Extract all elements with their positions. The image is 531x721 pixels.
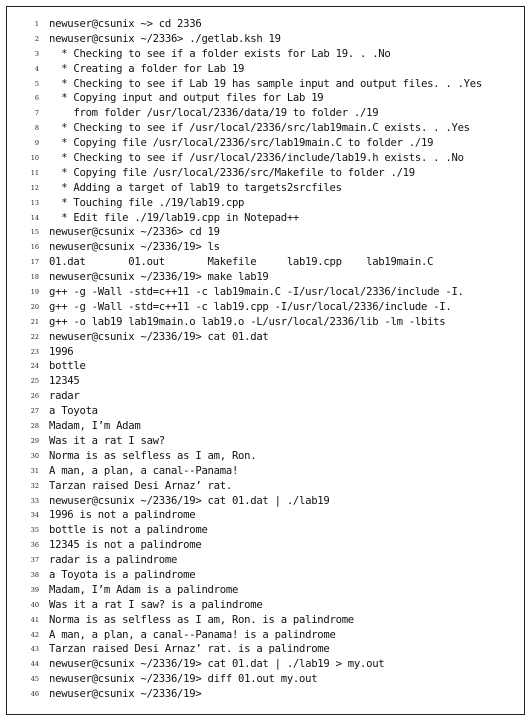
- line-number: 31: [30, 466, 39, 475]
- line-text: Madam, I’m Adam: [49, 420, 141, 433]
- listing-line: [7, 389, 524, 404]
- listing-line: [7, 642, 524, 657]
- line-number: 30: [30, 451, 39, 460]
- line-text: 12345 is not a palindrome: [49, 539, 202, 552]
- line-number: 28: [30, 422, 39, 431]
- line-text: newuser@csunix ~/2336/19>: [49, 688, 202, 701]
- listing-line: [7, 77, 524, 92]
- line-text: Norma is as selfless as I am, Ron.: [49, 449, 257, 462]
- line-text: Tarzan raised Desi Arnaz’ rat. is a palindrome: [49, 643, 330, 656]
- line-number: 24: [30, 362, 39, 371]
- line-number: 10: [30, 154, 39, 163]
- line-text: A man, a plan, a canal--Panama! is a palindrome: [49, 628, 336, 641]
- listing-line: [7, 359, 524, 374]
- listing-line: [7, 538, 524, 553]
- line-number: 44: [30, 660, 39, 669]
- line-number: 12: [30, 183, 39, 192]
- line-number: 16: [30, 243, 39, 252]
- line-number: 32: [30, 481, 39, 490]
- line-text: a Toyota is a palindrome: [49, 568, 196, 581]
- listing-line: [7, 657, 524, 672]
- line-text: radar: [49, 390, 80, 403]
- line-text: * Copying file /usr/local/2336/src/lab19main.C to folder ./19: [49, 137, 434, 150]
- listing-line: [7, 151, 524, 166]
- listing-line: [7, 285, 524, 300]
- line-text: g++ -g -Wall -std=c++11 -c lab19main.C -I/usr/local/2336/include -I.: [49, 286, 464, 299]
- line-text: 12345: [49, 375, 80, 388]
- line-number: 38: [30, 570, 39, 579]
- listing-line: [7, 508, 524, 523]
- listing-line: [7, 628, 524, 643]
- line-number: 11: [30, 168, 39, 177]
- line-number: 9: [34, 139, 39, 148]
- line-number: 6: [34, 94, 39, 103]
- line-number: 29: [30, 436, 39, 445]
- line-number: 1: [34, 20, 39, 28]
- listing-line: [7, 568, 524, 583]
- line-text: a Toyota: [49, 405, 98, 418]
- line-number: 43: [30, 645, 39, 654]
- listing-line: [7, 270, 524, 285]
- listing-line: [7, 315, 524, 330]
- line-number: 19: [30, 288, 39, 297]
- line-number: 20: [30, 302, 39, 311]
- line-text: A man, a plan, a canal--Panama!: [49, 464, 239, 477]
- line-text: g++ -o lab19 lab19main.o lab19.o -L/usr/local/2336/lib -lm -lbits: [49, 315, 446, 328]
- line-number: 39: [30, 585, 39, 594]
- listing-line: [7, 434, 524, 449]
- line-text: * Touching file ./19/lab19.cpp: [49, 196, 245, 209]
- listing-line: [7, 479, 524, 494]
- listing-line: [7, 196, 524, 211]
- line-text: newuser@csunix ~/2336/19> cat 01.dat | ./lab19 > my.out: [49, 658, 385, 671]
- listing-line: [7, 613, 524, 628]
- listing-line: [7, 449, 524, 464]
- listing-line: [7, 255, 524, 270]
- listing-line: [7, 181, 524, 196]
- listing-line: [7, 464, 524, 479]
- line-number: 40: [30, 600, 39, 609]
- listing-line: [7, 121, 524, 136]
- line-number: 13: [30, 198, 39, 207]
- line-number: 45: [30, 675, 39, 684]
- line-number: 8: [34, 124, 39, 133]
- listing-line: [7, 330, 524, 345]
- terminal-listing: [6, 6, 525, 715]
- listing-line: [7, 106, 524, 121]
- listing-line: [7, 17, 524, 32]
- line-number: 7: [34, 109, 39, 118]
- line-text: * Copying file /usr/local/2336/src/Makefile to folder ./19: [49, 166, 415, 179]
- line-text: radar is a palindrome: [49, 554, 178, 567]
- line-text: newuser@csunix ~/2336/19> cat 01.dat: [49, 330, 269, 343]
- listing-line: [7, 553, 524, 568]
- line-text: newuser@csunix ~> cd 2336: [49, 18, 202, 30]
- listing-line: [7, 211, 524, 226]
- line-number: 36: [30, 541, 39, 550]
- line-text: newuser@csunix ~/2336/19> diff 01.out my.out: [49, 673, 318, 686]
- line-text: newuser@csunix ~/2336/19> cat 01.dat | ./lab19: [49, 494, 330, 507]
- line-text: newuser@csunix ~/2336> ./getlab.ksh 19: [49, 32, 281, 45]
- line-text: from folder /usr/local/2336/data/19 to folder ./19: [49, 107, 379, 120]
- line-text: 1996 is not a palindrome: [49, 509, 196, 522]
- listing-line: [7, 598, 524, 613]
- listing-line: [7, 687, 524, 702]
- listing-line: [7, 404, 524, 419]
- line-number: 42: [30, 630, 39, 639]
- listing-line: [7, 91, 524, 106]
- line-text: * Checking to see if a folder exists for Lab 19. . .No: [49, 47, 391, 60]
- listing-line: [7, 583, 524, 598]
- listing-line: [7, 47, 524, 62]
- line-number: 34: [30, 511, 39, 520]
- line-number: 14: [30, 213, 39, 222]
- line-text: * Checking to see if /usr/local/2336/include/lab19.h exists. . .No: [49, 152, 464, 165]
- listing-line: [7, 345, 524, 360]
- listing-line: [7, 225, 524, 240]
- line-number: 5: [34, 79, 39, 88]
- line-number: 4: [34, 64, 39, 73]
- line-text: Norma is as selfless as I am, Ron. is a palindrome: [49, 613, 354, 626]
- listing-line: [7, 672, 524, 687]
- line-text: 1996: [49, 345, 74, 358]
- line-number: 21: [30, 317, 39, 326]
- line-number: 3: [34, 49, 39, 58]
- line-number: 23: [30, 347, 39, 356]
- line-text: * Edit file ./19/lab19.cpp in Notepad++: [49, 211, 300, 224]
- listing-line: [7, 240, 524, 255]
- line-number: 25: [30, 377, 39, 386]
- line-number: 35: [30, 526, 39, 535]
- listing-line: [7, 166, 524, 181]
- line-text: 01.dat 01.out Makefile lab19.cpp lab19main.C: [49, 256, 434, 269]
- line-number: 26: [30, 392, 39, 401]
- line-number: 2: [34, 34, 39, 43]
- listing-line: [7, 523, 524, 538]
- line-number: 37: [30, 556, 39, 565]
- listing-line: [7, 62, 524, 77]
- line-text: Tarzan raised Desi Arnaz’ rat.: [49, 479, 232, 492]
- line-number: 41: [30, 615, 39, 624]
- listing-line: [7, 374, 524, 389]
- line-text: Was it a rat I saw?: [49, 434, 165, 447]
- line-text: * Copying input and output files for Lab 19: [49, 92, 324, 105]
- line-text: newuser@csunix ~/2336/19> make lab19: [49, 271, 269, 284]
- line-number: 15: [30, 228, 39, 237]
- line-text: * Creating a folder for Lab 19: [49, 62, 245, 75]
- line-text: newuser@csunix ~/2336/19> ls: [49, 241, 220, 254]
- line-number: 46: [30, 690, 39, 699]
- line-number: 33: [30, 496, 39, 505]
- line-number: 17: [30, 258, 39, 267]
- listing-line: [7, 419, 524, 434]
- listing-line: [7, 300, 524, 315]
- line-text: Madam, I’m Adam is a palindrome: [49, 583, 239, 596]
- line-text: g++ -g -Wall -std=c++11 -c lab19.cpp -I/usr/local/2336/include -I.: [49, 300, 452, 313]
- line-number: 27: [30, 407, 39, 416]
- line-text: * Checking to see if /usr/local/2336/src/lab19main.C exists. . .Yes: [49, 122, 470, 135]
- line-text: bottle is not a palindrome: [49, 524, 208, 537]
- line-number: 22: [30, 332, 39, 341]
- line-text: bottle: [49, 360, 86, 373]
- line-number: 18: [30, 273, 39, 282]
- listing-line: [7, 494, 524, 509]
- listing-line: [7, 32, 524, 47]
- listing-line: [7, 136, 524, 151]
- line-text: * Adding a target of lab19 to targets2srcfiles: [49, 181, 342, 194]
- line-text: * Checking to see if Lab 19 has sample input and output files. . .Yes: [49, 77, 482, 90]
- line-text: newuser@csunix ~/2336> cd 19: [49, 226, 220, 239]
- line-text: Was it a rat I saw? is a palindrome: [49, 598, 263, 611]
